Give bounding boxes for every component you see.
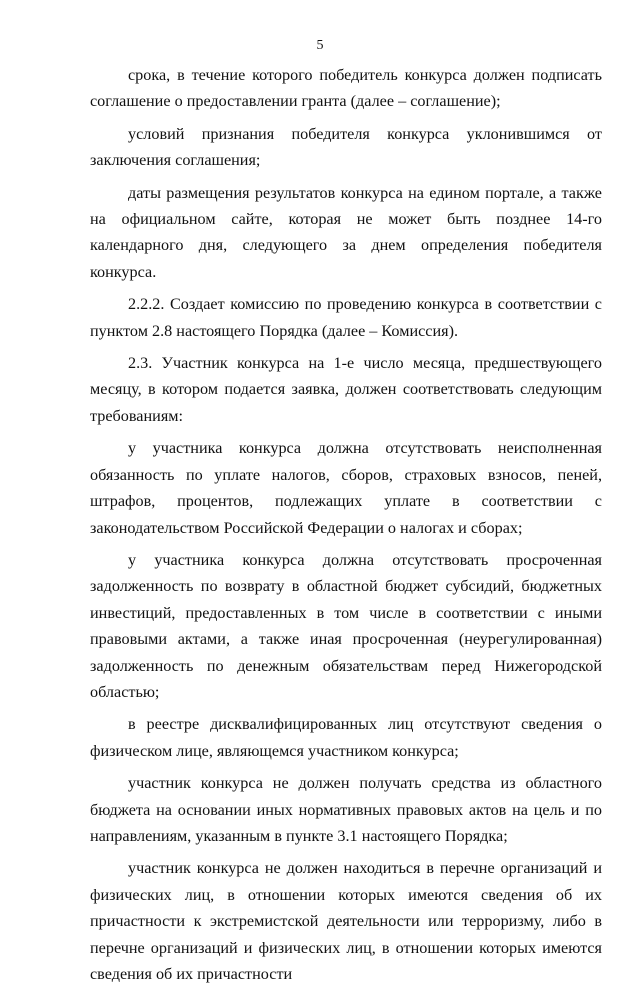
paragraph-overdue-debt: у участника конкурса должна отсутствовать просроченная задолженность по возврату в областной бюджет субсидий, бюджетных инвестиций, предоставленных в том числе в соответствии с иными правовыми актами, а также иная просроченная (неурегулированная) задолженность по денежным обязательствам перед Нижегородской областью; bbox=[90, 550, 602, 701]
document-body bbox=[90, 62, 602, 987]
paragraph-2-3: 2.3. Участник конкурса на 1-е число месяца, предшествующего месяцу, в котором подается заявка, должен соответствовать следующим требованиям: bbox=[90, 354, 602, 425]
paragraph-extremism-list: участник конкурса не должен находиться в перечне организаций и физических лиц, в отношении которых имеются сведения об их причастности к экстремистской деятельности или терроризму, либо в перечне организаций и физических лиц, в отношении которых имеются сведения об их причастности bbox=[90, 859, 602, 983]
paragraph-tax-obligations: у участника конкурса должна отсутствовать неисполненная обязанность по уплате налогов, сборов, страховых взносов, пеней, штрафов, процентов, подлежащих уплате в соответствии с законодательством Российской Федерации о налогах и сборах; bbox=[90, 439, 602, 537]
paragraph-disqualified-registry: в реестре дисквалифицированных лиц отсутствуют сведения о физическом лице, являющемся участником конкурса; bbox=[90, 715, 602, 760]
paragraph-other-funding: участник конкурса не должен получать средства из областного бюджета на основании иных нормативных правовых актов на цель и по направлениям, указанным в пункте 3.1 настоящего Порядка; bbox=[90, 774, 602, 845]
page-number: 5 bbox=[316, 38, 324, 53]
paragraph-results-publication: даты размещения результатов конкурса на едином портале, а также на официальном сайте, которая не может быть позднее 14-го календарного дня, следующего за днем определения победителя конкурса. bbox=[90, 183, 602, 281]
paragraph-deadline-signing: срока, в течение которого победитель конкурса должен подписать соглашение о предоставлении гранта (далее – соглашение); bbox=[90, 66, 602, 111]
paragraph-2-2-2: 2.2.2. Создает комиссию по проведению конкурса в соответствии с пунктом 2.8 настоящего Порядка (далее – Комиссия). bbox=[90, 295, 602, 340]
paragraph-evasion-conditions: условий признания победителя конкурса уклонившимся от заключения соглашения; bbox=[90, 124, 602, 170]
